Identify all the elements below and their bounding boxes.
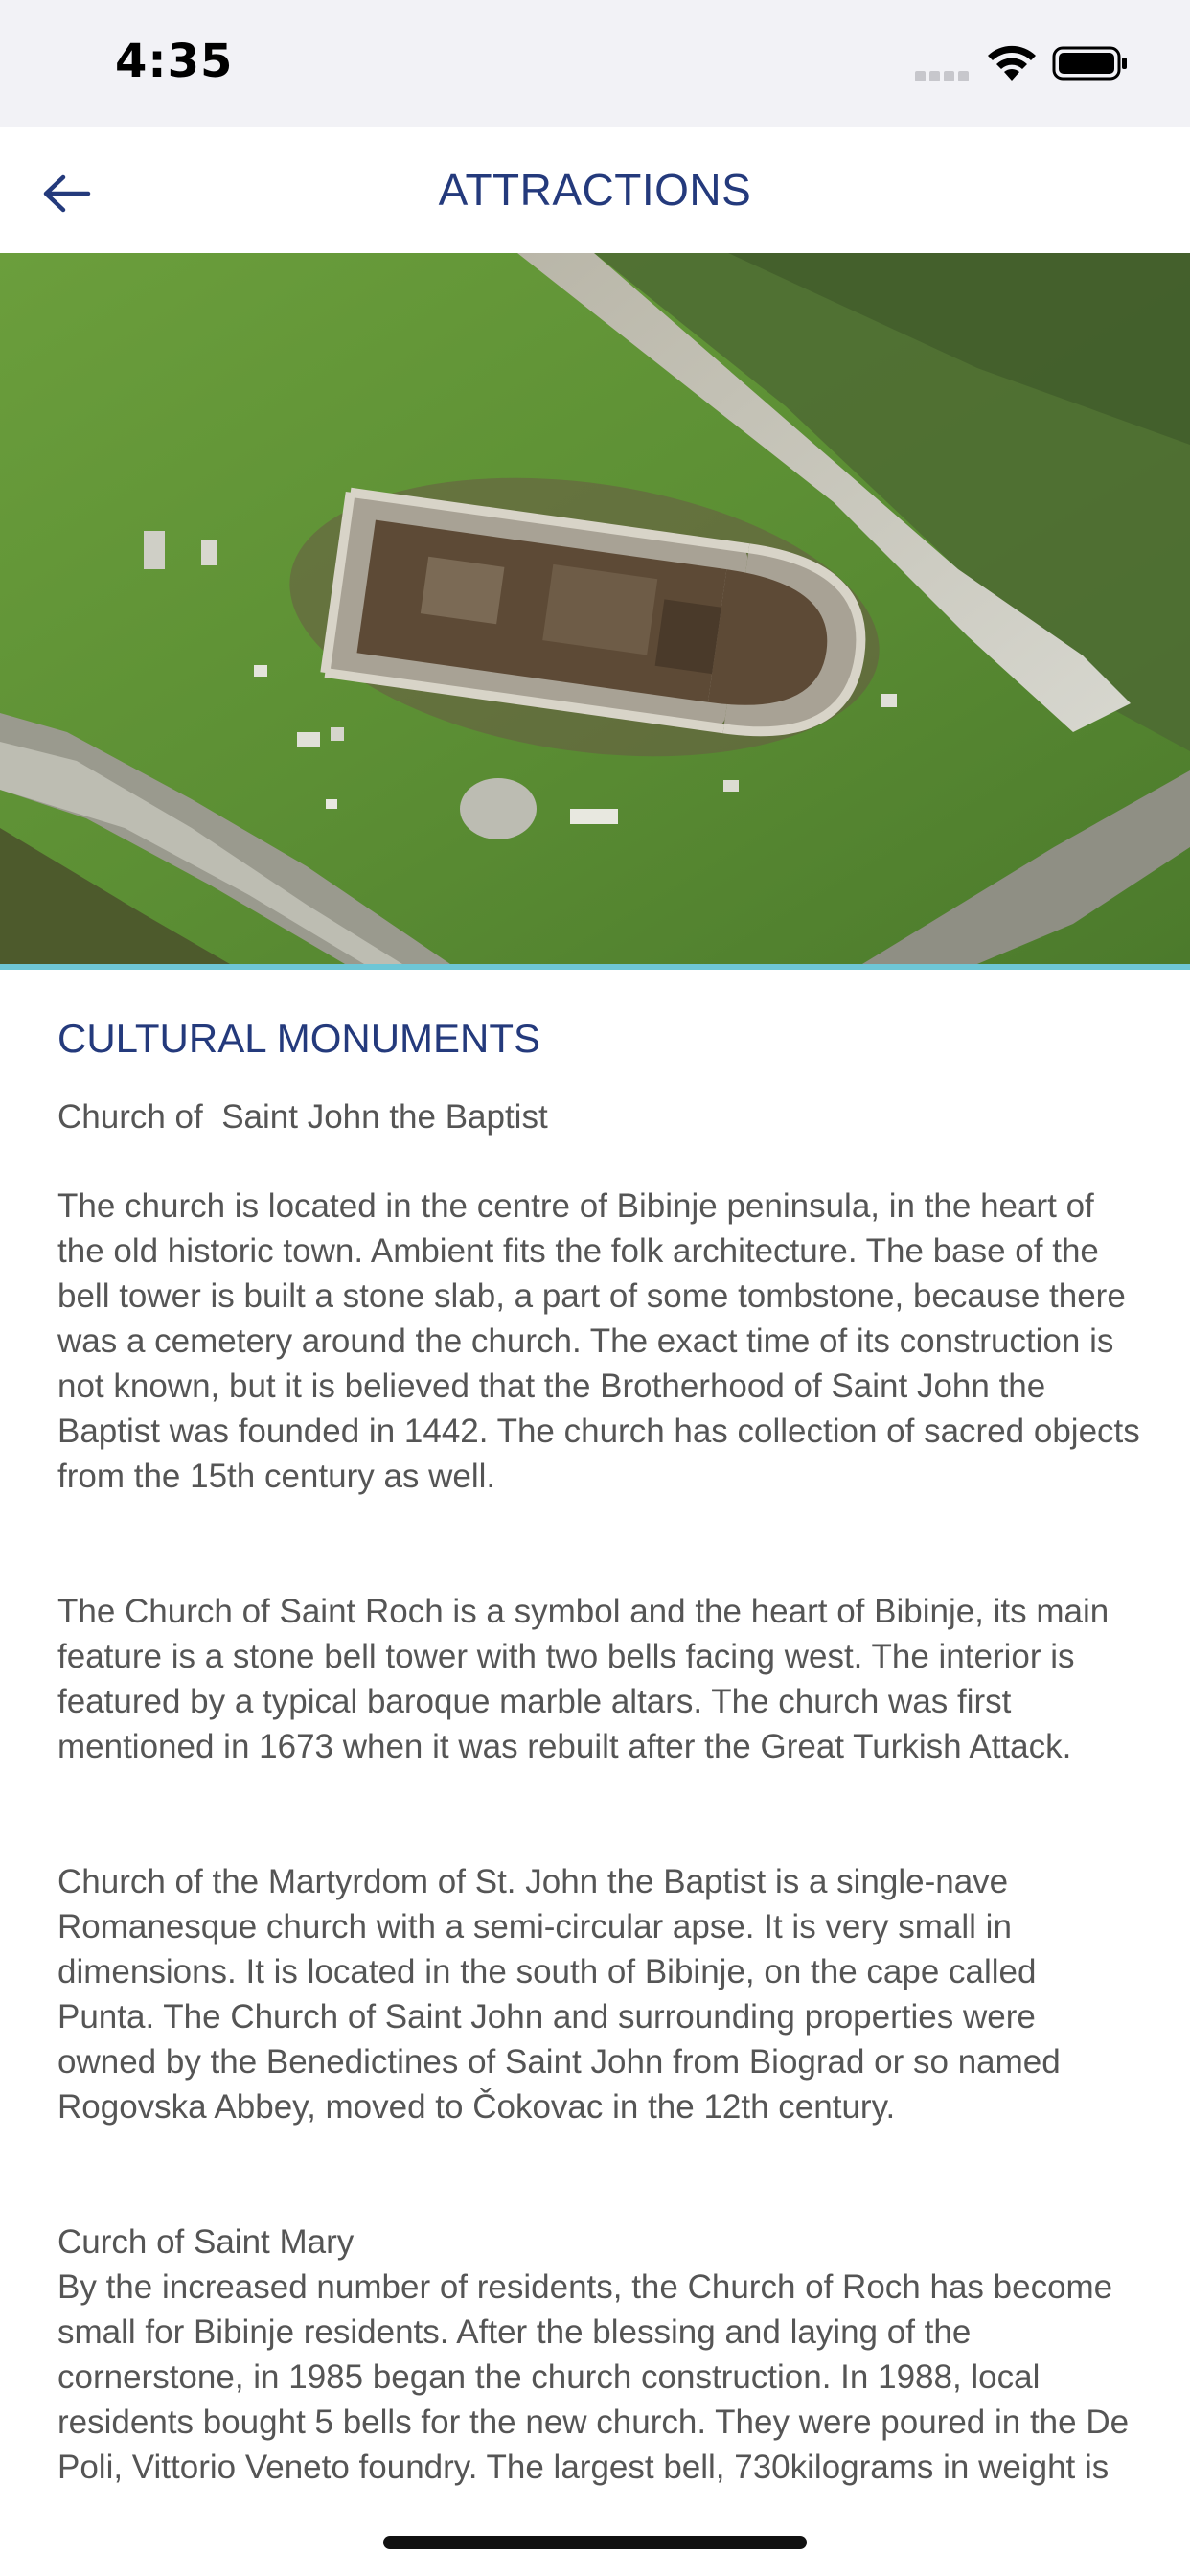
page-title: ATTRACTIONS (438, 165, 752, 215)
content-body (57, 1012, 1140, 2490)
bottom-safe-area (0, 2492, 1190, 2576)
cellular-signal-icon (915, 69, 971, 82)
battery-icon (1052, 44, 1129, 82)
home-indicator[interactable] (383, 2536, 807, 2549)
paragraph-3: Church of the Martyrdom of St. John the Baptist is a single-nave Romanesque church with a semi-circular apse. It is very small in dimensions. It is located in the south of Bibinje, on the cape called Punta. The Church of Saint John and surrounding properties were owned by the Benedictines of Saint John from Biograd or so named Rogovska Abbey, moved to Čokovac in the 12th century. (57, 1863, 1061, 2126)
arrow-left-icon (42, 174, 92, 213)
paragraph-4: By the increased number of residents, the Church of Roch has become small for Bibinje residents. After the blessing and laying of the cornerstone, in 1985 began the church construction. In 1988, local residents bought 5 bells for the new church. They were poured in the De Poli, Vittorio Veneto foundry. The largest bell, 730kilograms in weight is (57, 2268, 1130, 2486)
paragraph-4-title: Curch of Saint Mary (57, 2223, 355, 2261)
paragraph-2: The Church of Saint Roch is a symbol and the heart of Bibinje, its main feature is a stone bell tower with two bells facing west. The interior is featured by a typical baroque marble altars. The church was first mentioned in 1673 when it was rebuilt after the Great Turkish Attack. (57, 1593, 1110, 1765)
section-heading: CULTURAL MONUMENTS (57, 1016, 541, 1061)
status-time: 4:35 (115, 34, 234, 88)
paragraph-1: The church is located in the centre of Bibinje peninsula, in the heart of the old historic town. Ambient fits the folk architecture. The base of the bell tower is built a stone slab, a part of some tombstone, because there was a cemetery around the church. The exact time of its construction is not known, but it is believed that the Brotherhood of Saint John the Baptist was founded in 1442. The church has collection of sacred objects from the 15th century as well. (57, 1187, 1140, 1495)
hero-divider (0, 964, 1190, 970)
navigation-bar (0, 126, 1190, 253)
hero-image-carousel[interactable] (0, 253, 1190, 964)
hero-image (0, 253, 1190, 964)
status-bar (0, 0, 1190, 126)
monument-title: Church of Saint John the Baptist (57, 1098, 548, 1136)
wifi-icon (985, 42, 1039, 82)
back-button[interactable] (29, 155, 105, 232)
